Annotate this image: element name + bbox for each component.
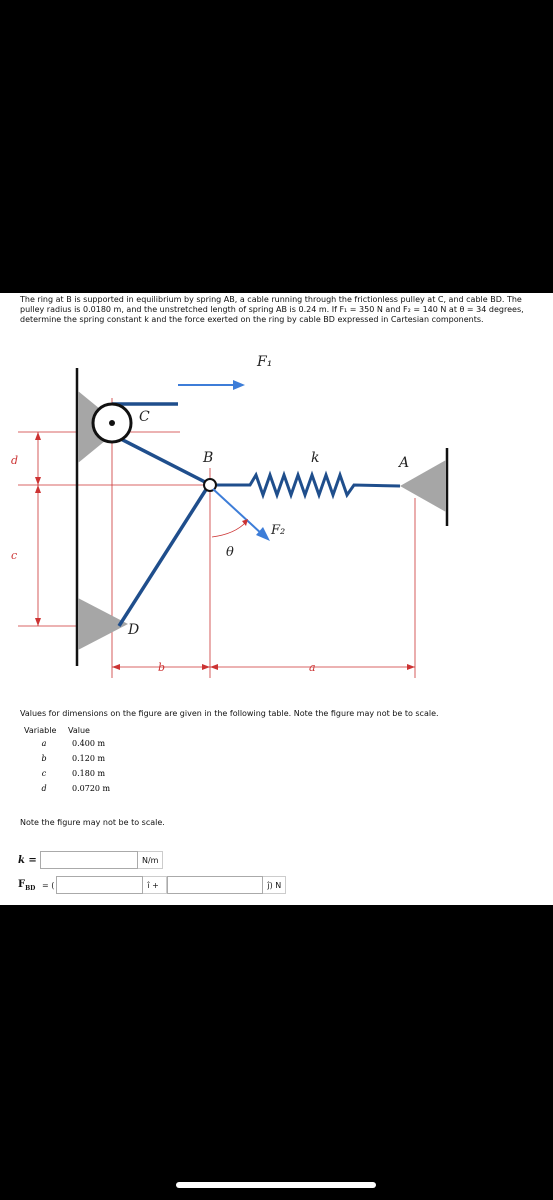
label-f1: F₁ bbox=[257, 354, 273, 370]
label-k: k bbox=[311, 450, 320, 466]
pulley-center-dot bbox=[109, 420, 115, 426]
fbd-subscript: BD bbox=[25, 884, 36, 892]
theta-arc bbox=[212, 522, 246, 537]
label-dim-a: a bbox=[309, 661, 316, 674]
problem-statement: The ring at B is supported in equilibrium by spring AB, a cable running through the frictionless pulley at C, and cable BD. The pulley radius is 0.0180 m, and the unstretched length of spring AB is 0.24 m. If F₁ = 350 N and F₂ = 140 N at θ = 34 degrees, determine the spring constant k and the force exerted on the ring by cable BD expressed in Cartesian components. bbox=[20, 295, 524, 324]
home-indicator[interactable] bbox=[176, 1182, 376, 1188]
table-row bbox=[22, 766, 110, 781]
force-f2-arrow bbox=[213, 489, 263, 535]
dim-arrow-c-top bbox=[35, 485, 41, 493]
j-unit: ĵ) N bbox=[263, 876, 286, 894]
label-d: D bbox=[128, 622, 140, 638]
dimension-table bbox=[22, 725, 110, 796]
fbd-answer-row bbox=[18, 875, 286, 895]
dim-a-arrow-right bbox=[407, 664, 415, 670]
force-f1-arrowhead bbox=[233, 380, 245, 390]
value-cell: 0.0720 m bbox=[72, 784, 111, 793]
variable-cell: a bbox=[41, 739, 47, 748]
table-row bbox=[22, 736, 110, 751]
dim-arrow-d-top bbox=[35, 432, 41, 440]
spring-ab bbox=[215, 475, 400, 495]
value-cell: 0.400 m bbox=[72, 739, 106, 748]
i-unit: î + bbox=[143, 876, 167, 894]
label-f2: F₂ bbox=[271, 523, 286, 538]
k-label: k = bbox=[18, 854, 37, 866]
variable-cell: b bbox=[41, 754, 47, 763]
force-f2-arrowhead bbox=[256, 527, 270, 541]
dim-a-arrow-left bbox=[210, 664, 218, 670]
header-value: Value bbox=[68, 726, 90, 735]
dim-arrow-c-bottom bbox=[35, 618, 41, 626]
scale-note: Note the figure may not be to scale. bbox=[20, 818, 165, 827]
label-b: B bbox=[203, 450, 214, 466]
dim-b-arrow-left bbox=[112, 664, 120, 670]
table-row bbox=[22, 751, 110, 766]
fbd-i-input[interactable] bbox=[56, 876, 143, 894]
fbd-label bbox=[18, 879, 40, 892]
label-dim-d: d bbox=[11, 454, 19, 467]
cable-bc bbox=[115, 436, 207, 483]
header-variable: Variable bbox=[24, 726, 57, 735]
fbd-equals: = ( bbox=[42, 880, 55, 890]
dim-b-arrow-right bbox=[202, 664, 210, 670]
label-theta: θ bbox=[226, 545, 234, 560]
k-unit: N/m bbox=[138, 851, 163, 869]
variable-cell: d bbox=[41, 784, 47, 793]
k-answer-row bbox=[18, 850, 163, 870]
cable-bd bbox=[119, 488, 207, 626]
value-cell: 0.120 m bbox=[72, 754, 106, 763]
problem-panel bbox=[0, 293, 553, 905]
label-dim-b: b bbox=[158, 661, 166, 674]
value-cell: 0.180 m bbox=[72, 769, 106, 778]
label-a: A bbox=[399, 455, 410, 471]
k-input[interactable] bbox=[40, 851, 138, 869]
statics-figure bbox=[0, 348, 553, 698]
label-dim-c: c bbox=[11, 549, 18, 562]
fbd-vector-symbol: F bbox=[18, 878, 26, 890]
variable-cell: c bbox=[41, 769, 47, 778]
table-row bbox=[22, 781, 110, 796]
fbd-j-input[interactable] bbox=[167, 876, 263, 894]
figure-caption: Values for dimensions on the figure are given in the following table. Note the figure may not be to scale. bbox=[20, 709, 439, 718]
dim-arrow-d-bottom bbox=[35, 477, 41, 485]
label-c: C bbox=[139, 409, 150, 425]
